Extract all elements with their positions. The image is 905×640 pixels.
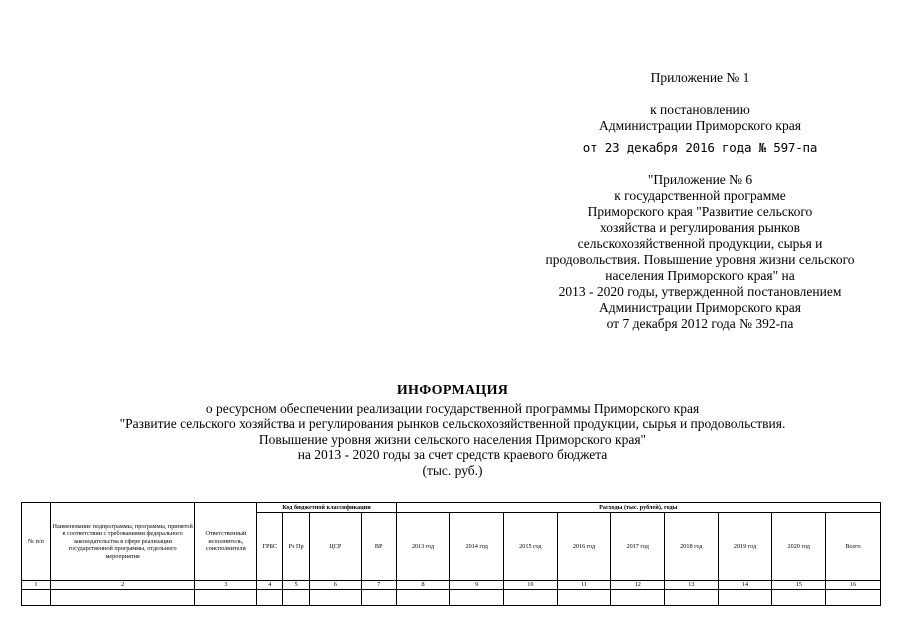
units-note: (тыс. руб.) [422, 462, 483, 478]
table-cell [557, 590, 611, 606]
column-number: 1 [22, 581, 51, 590]
table-cell [22, 590, 51, 606]
prior-appendix-line: к государственной программе [614, 188, 786, 203]
document-heading [0, 383, 905, 479]
header-year: 2019 год [718, 513, 772, 581]
header-year: 2014 год [450, 513, 504, 581]
column-number: 12 [611, 581, 665, 590]
table-cell [257, 590, 283, 606]
header-year: 2013 год [396, 513, 450, 581]
column-number: 3 [195, 581, 257, 590]
prior-appendix-line: хозяйства и регулирования рынков [600, 220, 800, 235]
prior-appendix-line: продовольствия. Повышение уровня жизни сельского [545, 252, 855, 267]
column-number: 14 [718, 581, 772, 590]
appendix-line: к постановлению [650, 102, 750, 117]
table-cell [361, 590, 396, 606]
appendix-title: Приложение № 1 [650, 70, 750, 85]
table-cell [772, 590, 826, 606]
header-year: 2020 год [772, 513, 826, 581]
decree-stamp: от 23 декабря 2016 года № 597-па [582, 140, 818, 155]
document-title: ИНФОРМАЦИЯ [396, 383, 509, 398]
prior-appendix-line: населения Приморского края" на [605, 268, 795, 283]
appendix-line: Администрации Приморского края [599, 118, 801, 133]
table-cell [826, 590, 881, 606]
header-num: № п/п [22, 503, 51, 581]
prior-appendix-line: от 7 декабря 2012 года № 392-па [606, 316, 794, 331]
header-name: Наименование подпрограммы, программы, принятой в соответствии с требованиями федерального законодательства в сфере реализации государственной программы, отдельного мероприятия [50, 503, 195, 581]
column-number: 10 [504, 581, 558, 590]
header-expenses: Расходы (тыс. рублей), годы [396, 503, 880, 513]
column-number: 11 [557, 581, 611, 590]
heading-line: Повышение уровня жизни сельского населения Приморского края" [258, 431, 647, 447]
column-number-row [22, 581, 881, 590]
header-year: 2016 год [557, 513, 611, 581]
column-number: 5 [283, 581, 310, 590]
column-number: 13 [665, 581, 719, 590]
resource-table [21, 502, 881, 606]
table-cell [665, 590, 719, 606]
table-cell [718, 590, 772, 606]
prior-appendix-line: сельскохозяйственной продукции, сырья и [577, 236, 823, 251]
prior-appendix-line: 2013 - 2020 годы, утвержденной постановлением [558, 284, 842, 299]
table-row [22, 590, 881, 606]
header-code: ГРБС [257, 513, 283, 581]
table-cell [396, 590, 450, 606]
header-year: 2015 год [504, 513, 558, 581]
column-number: 4 [257, 581, 283, 590]
header-total: Всего [826, 513, 881, 581]
column-number: 9 [450, 581, 504, 590]
header-budget-codes: Код бюджетной классификации [257, 503, 396, 513]
header-year: 2018 год [665, 513, 719, 581]
prior-appendix-line: Приморского края "Развитие сельского [587, 204, 813, 219]
heading-line: на 2013 - 2020 годы за счет средств краевого бюджета [297, 447, 608, 463]
heading-line: "Развитие сельского хозяйства и регулирования рынков сельскохозяйственной продукции, сырья и продовольствия. [119, 416, 786, 432]
header-code: Рз Пр [283, 513, 310, 581]
column-number: 2 [50, 581, 195, 590]
header-code: ВР [361, 513, 396, 581]
table-cell [283, 590, 310, 606]
table-cell [611, 590, 665, 606]
column-number: 6 [309, 581, 361, 590]
table-cell [450, 590, 504, 606]
prior-appendix-line: Администрации Приморского края [599, 300, 801, 315]
prior-appendix-line: "Приложение № 6 [647, 172, 753, 187]
table-cell [309, 590, 361, 606]
header-code: ЦСР [309, 513, 361, 581]
table-cell [504, 590, 558, 606]
header-year: 2017 год [611, 513, 665, 581]
table-cell [50, 590, 195, 606]
column-number: 7 [361, 581, 396, 590]
column-number: 8 [396, 581, 450, 590]
heading-line: о ресурсном обеспечении реализации государственной программы Приморского края [205, 400, 700, 416]
header-executor: Ответственный исполнитель, соисполнители [195, 503, 257, 581]
appendix-block [500, 70, 900, 332]
column-number: 16 [826, 581, 881, 590]
column-number: 15 [772, 581, 826, 590]
table-cell [195, 590, 257, 606]
